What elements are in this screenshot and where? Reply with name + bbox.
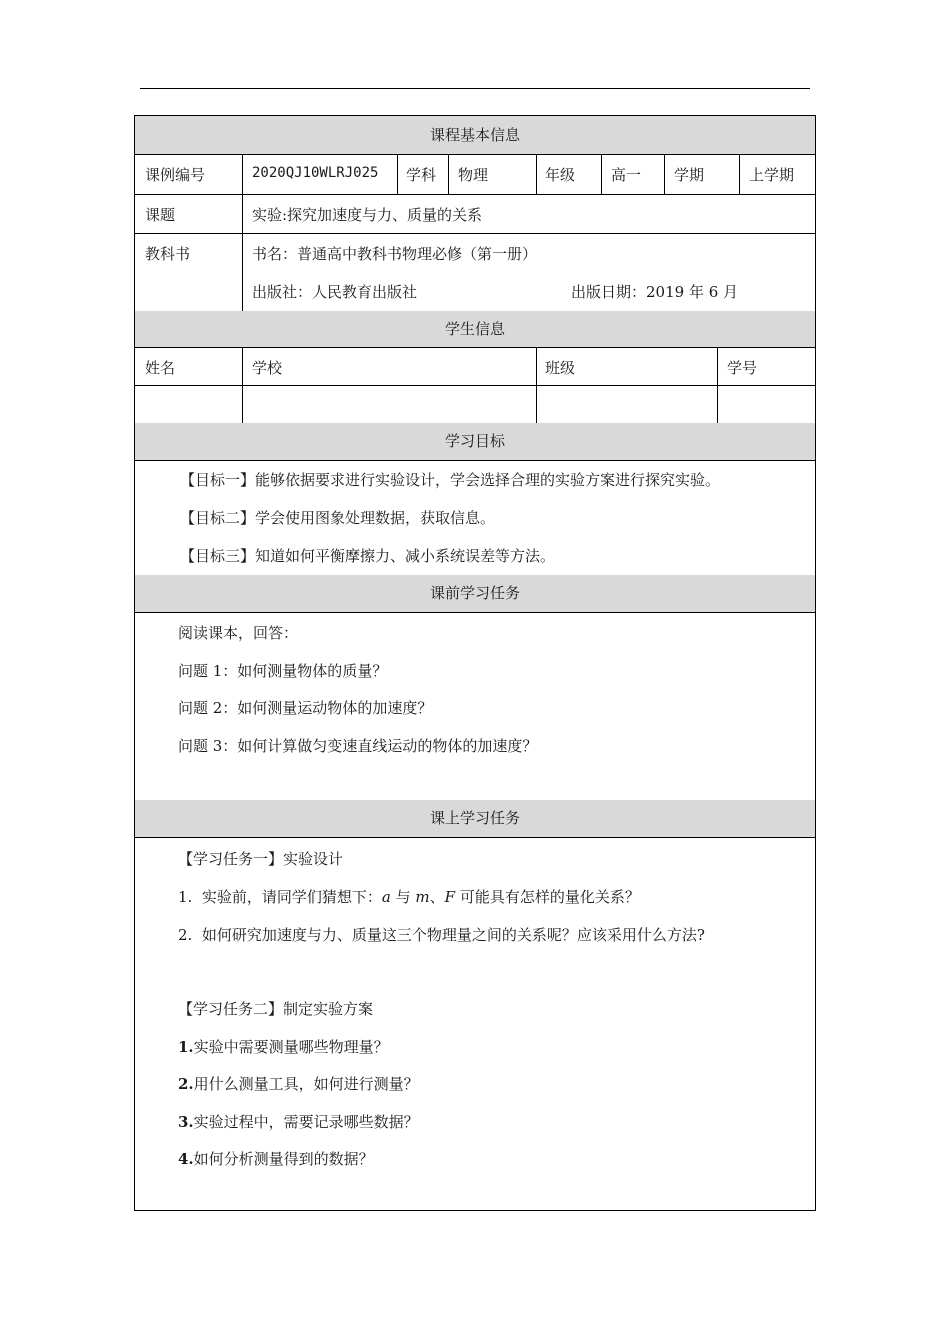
task1-q1-text: 实验前，请同学们猜想下：: [201, 888, 382, 906]
task2-item: [178, 1111, 419, 1132]
pre-class-intro: 阅读课本，回答：: [178, 624, 299, 642]
textbook-label: 教科书: [145, 245, 191, 263]
pre-class-question: 问题 2：如何测量运动物体的加速度？: [178, 699, 433, 717]
col-divider: [739, 155, 740, 194]
semester-value: 上学期: [749, 166, 795, 184]
grade-label: 年级: [545, 166, 576, 184]
task2-item: [178, 1036, 389, 1057]
col-divider: [242, 194, 243, 311]
goal-item: 【目标三】知道如何平衡摩擦力、减小系统误差等方法。: [180, 547, 556, 565]
col-divider: [536, 348, 537, 423]
var-f: F: [444, 888, 456, 906]
semester-label: 学期: [674, 166, 705, 184]
subject-value: 物理: [458, 166, 489, 184]
task2-item: [178, 1148, 374, 1169]
col-divider: [397, 155, 398, 194]
student-info-title: 学生信息: [444, 320, 505, 338]
col-divider: [717, 348, 718, 423]
in-class-title: 课上学习任务: [429, 809, 520, 827]
col-divider: [601, 155, 602, 194]
row-divider: [135, 385, 815, 386]
publisher: 出版社：人民教育出版社: [252, 283, 418, 301]
pre-class-question: 问题 3：如何计算做匀变速直线运动的物体的加速度？: [178, 737, 538, 755]
task1-question-1: [178, 886, 640, 907]
course-info-title: 课程基本信息: [429, 126, 520, 144]
task1-q2-text: 如何研究加速度与力、质量这三个物理量之间的关系呢？应该采用什么方法?: [201, 926, 705, 944]
task2-item-number: 3.: [178, 1113, 194, 1131]
book-name: 书名：普通高中教科书物理必修（第一册）: [252, 245, 538, 263]
grade-value: 高一: [611, 166, 642, 184]
task1-q1-sep: 、: [429, 888, 445, 906]
col-divider: [536, 155, 537, 194]
task1-q2-number: 2.: [178, 926, 193, 944]
topic-label: 课题: [145, 206, 176, 224]
name-label: 姓名: [145, 359, 176, 377]
pre-class-title: 课前学习任务: [429, 584, 520, 602]
case-no-label: 课例编号: [145, 166, 206, 184]
topic-value: 实验:探究加速度与力、质量的关系: [252, 206, 483, 224]
case-no-value: 2020QJ10WLRJ025: [252, 165, 379, 181]
task2-item-number: 4.: [178, 1150, 194, 1168]
col-divider: [242, 348, 243, 423]
goals-header: [135, 423, 815, 461]
id-label: 学号: [727, 359, 758, 377]
student-info-header: [135, 311, 815, 348]
page-header-rule: [140, 88, 810, 89]
task2-item-number: 2.: [178, 1075, 194, 1093]
lesson-table: [134, 115, 816, 1211]
course-info-header: [135, 116, 815, 155]
pre-class-question: 问题 1：如何测量物体的质量？: [178, 662, 388, 680]
var-a: a: [381, 888, 391, 906]
col-divider: [664, 155, 665, 194]
pre-class-header: [135, 575, 815, 613]
task1-q1-rest: 可能具有怎样的量化关系？: [459, 888, 640, 906]
goals-title: 学习目标: [444, 432, 505, 450]
row-divider: [135, 194, 815, 195]
task2-item-text: 实验中需要测量哪些物理量？: [193, 1038, 389, 1056]
in-class-header: [135, 800, 815, 838]
task1-title: 【学习任务一】实验设计: [178, 850, 344, 868]
task2-item-text: 实验过程中，需要记录哪些数据？: [193, 1113, 419, 1131]
row-divider: [135, 233, 815, 234]
task2-item-text: 如何分析测量得到的数据？: [193, 1150, 374, 1168]
task2-item-number: 1.: [178, 1038, 194, 1056]
var-m: m: [415, 888, 430, 906]
task2-item: [178, 1073, 419, 1094]
task1-question-2: [178, 924, 705, 945]
task1-q1-number: 1.: [178, 888, 193, 906]
school-label: 学校: [252, 359, 283, 377]
task2-title: 【学习任务二】制定实验方案: [178, 1000, 374, 1018]
col-divider: [448, 155, 449, 194]
task1-q1-with: 与: [395, 888, 411, 906]
subject-label: 学科: [406, 166, 437, 184]
task2-item-text: 用什么测量工具，如何进行测量？: [193, 1075, 419, 1093]
class-label: 班级: [545, 359, 576, 377]
col-divider: [242, 155, 243, 194]
publish-date: 出版日期：2019 年 6 月: [571, 283, 739, 301]
goal-item: 【目标二】学会使用图象处理数据，获取信息。: [180, 509, 496, 527]
goal-item: 【目标一】能够依据要求进行实验设计，学会选择合理的实验方案进行探究实验。: [180, 471, 721, 489]
